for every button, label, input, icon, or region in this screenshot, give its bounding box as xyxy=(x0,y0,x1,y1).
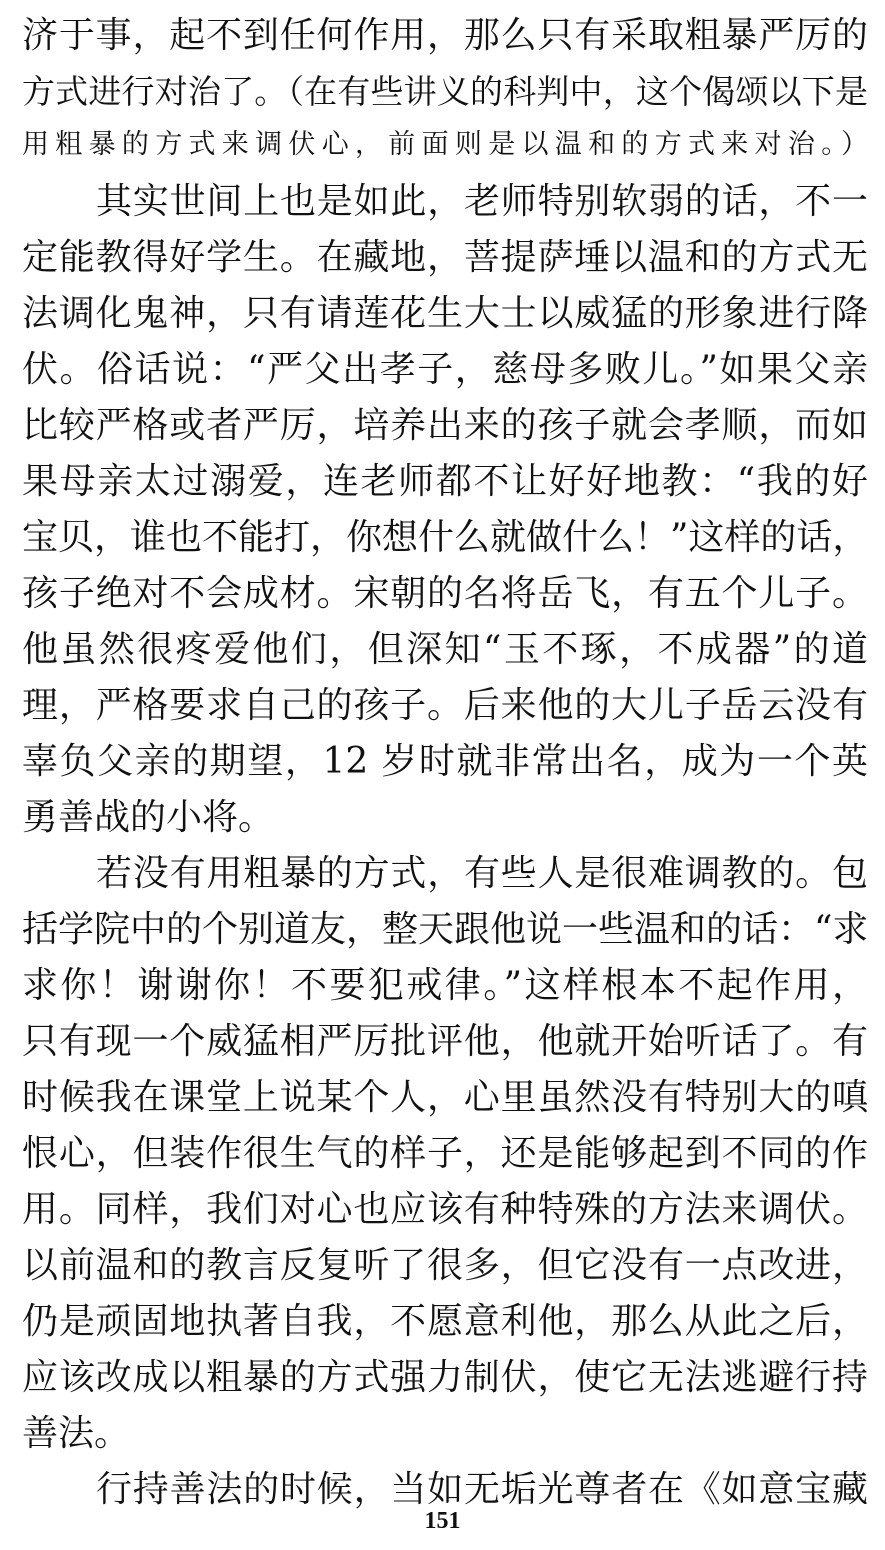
text-line: 时候我在课堂上说某个人，心里虽然没有特别大的嗔 xyxy=(22,1077,868,1118)
text-line: 比较严格或者严厉，培养出来的孩子就会孝顺，而如 xyxy=(22,405,868,446)
paragraph-start-line: 行持善法的时候，当如无垢光尊者在《如意宝藏 xyxy=(96,1469,868,1510)
text-line: 以前温和的教言反复听了很多，但它没有一点改进， xyxy=(22,1245,868,1286)
text-line: 用。同样，我们对心也应该有种特殊的方法来调伏。 xyxy=(22,1189,868,1230)
text-line: 伏。俗话说：“严父出孝子，慈母多败儿。”如果父亲 xyxy=(22,349,868,390)
paragraph-end-line: 勇善战的小将。 xyxy=(22,797,275,838)
text-line: 恨心，但装作很生气的样子，还是能够起到不同的作 xyxy=(22,1133,868,1174)
text-line-note: 用粗暴的方式来调伏心，前面则是以温和的方式来对治。） xyxy=(22,129,868,160)
text-line: 求你！谢谢你！不要犯戒律。”这样根本不起作用， xyxy=(22,965,868,1006)
page-number: 151 xyxy=(424,1508,461,1534)
text-line: 辜负父亲的期望，12 岁时就非常出名，成为一个英 xyxy=(22,741,868,782)
text-line: 定能教得好学生。在藏地，菩提萨埵以温和的方式无 xyxy=(22,237,868,278)
text-line: 方式进行对治了。（在有些讲义的科判中，这个偈颂以下是 xyxy=(22,72,868,111)
paragraph-end-line: 善法。 xyxy=(22,1413,131,1454)
text-line: 只有现一个威猛相严厉批评他，他就开始听话了。有 xyxy=(22,1021,868,1062)
text-line: 果母亲太过溺爱，连老师都不让好好地教：“我的好 xyxy=(22,461,868,502)
paragraph-start-line: 其实世间上也是如此，老师特别软弱的话，不一 xyxy=(96,181,868,222)
text-line: 孩子绝对不会成材。宋朝的名将岳飞，有五个儿子。 xyxy=(22,573,868,614)
text-line: 应该改成以粗暴的方式强力制伏，使它无法逃避行持 xyxy=(22,1357,868,1398)
text-line: 法调化鬼神，只有请莲花生大士以威猛的形象进行降 xyxy=(22,293,868,334)
text-line: 括学院中的个别道友，整天跟他说一些温和的话：“求 xyxy=(22,909,869,950)
text-line: 理，严格要求自己的孩子。后来他的大儿子岳云没有 xyxy=(22,685,868,726)
text-line: 宝贝，谁也不能打，你想什么就做什么！”这样的话， xyxy=(22,517,869,558)
paragraph-start-line: 若没有用粗暴的方式，有些人是很难调教的。包 xyxy=(96,853,868,894)
text-line: 济于事，起不到任何作用，那么只有采取粗暴严厉的 xyxy=(22,15,868,56)
text-line: 他虽然很疼爱他们，但深知“玉不琢，不成器”的道 xyxy=(22,629,868,670)
text-line: 仍是顽固地执著自我，不愿意利他，那么从此之后， xyxy=(22,1301,868,1342)
document-body xyxy=(22,0,868,1518)
